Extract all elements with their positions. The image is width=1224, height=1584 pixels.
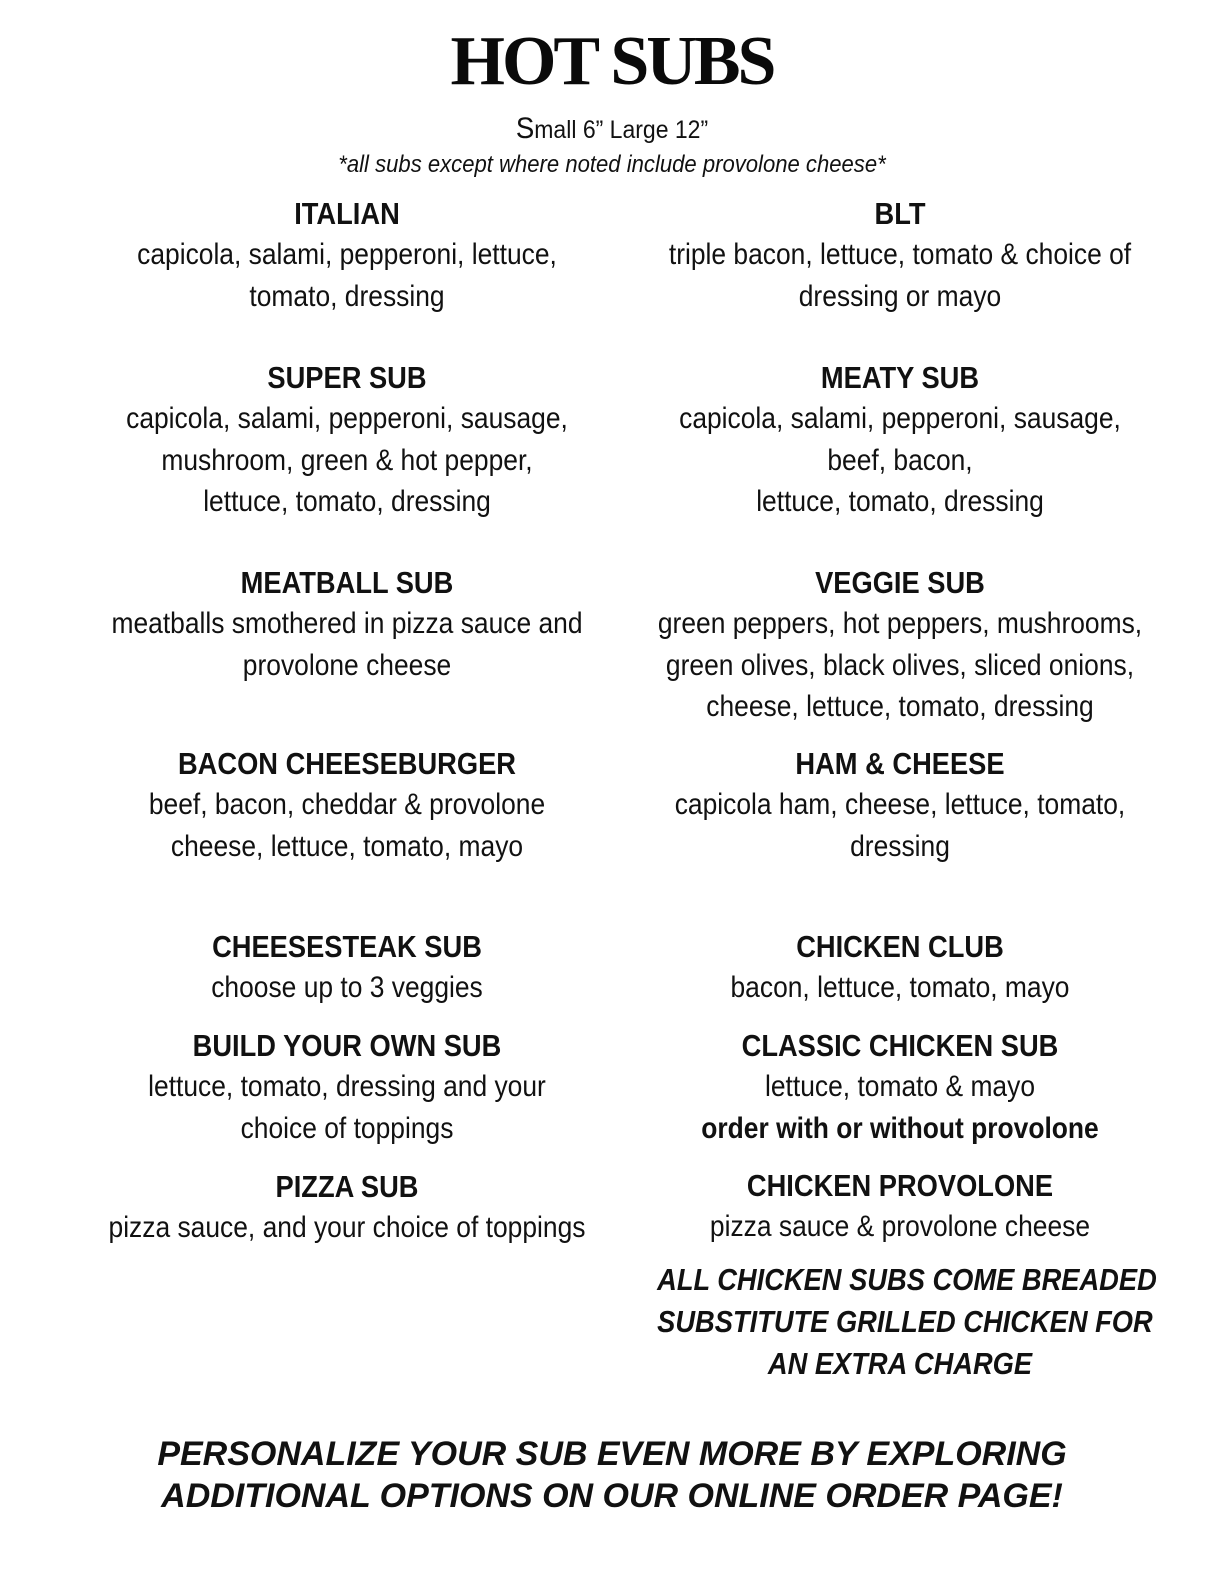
desc-line: pizza sauce, and your choice of toppings xyxy=(108,1211,586,1244)
menu-item-chicken-provolone xyxy=(624,1165,1176,1248)
desc-line: beef, bacon, xyxy=(827,443,973,477)
desc-line: green olives, black olives, sliced onions, xyxy=(665,648,1135,682)
desc-line: dressing xyxy=(850,829,950,863)
page-title: HOT SUBS xyxy=(450,23,774,100)
menu-item-pizza-sub xyxy=(70,1166,624,1249)
item-name: ITALIAN xyxy=(294,196,400,231)
desc-line: choose up to 3 veggies xyxy=(211,971,483,1004)
item-description xyxy=(103,784,591,867)
menu-item-classic-chicken-sub xyxy=(624,1025,1176,1149)
item-name: BUILD YOUR OWN SUB xyxy=(192,1028,502,1063)
desc-line: tomato, dressing xyxy=(249,279,445,313)
item-description xyxy=(657,1066,1143,1108)
item-name: SUPER SUB xyxy=(267,360,427,395)
item-description xyxy=(103,398,591,523)
item-name: MEATY SUB xyxy=(820,360,980,395)
desc-line: green peppers, hot peppers, mushrooms, xyxy=(657,607,1143,640)
desc-line: cheese, lettuce, tomato, dressing xyxy=(706,690,1094,723)
menu-item-blt xyxy=(624,193,1176,317)
size-options xyxy=(49,113,1175,146)
menu-item-build-your-own-sub xyxy=(70,1025,624,1149)
item-name: CHICKEN CLUB xyxy=(796,929,1004,964)
item-description xyxy=(657,398,1143,523)
menu-item-ham-and-cheese xyxy=(624,743,1176,867)
desc-line: cheese, lettuce, tomato, mayo xyxy=(170,829,524,863)
desc-line: capicola, salami, pepperoni, sausage, xyxy=(679,402,1121,435)
desc-line: dressing or mayo xyxy=(798,279,1002,313)
desc-line: choice of toppings xyxy=(240,1111,454,1145)
size-options-text: mall 6” Large 12” xyxy=(534,116,709,144)
desc-line: beef, bacon, cheddar & provolone xyxy=(148,788,546,821)
desc-line: lettuce, tomato, dressing and your xyxy=(148,1070,546,1103)
item-name: BLT xyxy=(874,196,926,231)
size-options-initial: S xyxy=(515,112,535,145)
note-line: ALL CHICKEN SUBS COME BREADED xyxy=(657,1262,1157,1297)
item-name: VEGGIE SUB xyxy=(815,565,985,600)
item-description xyxy=(103,1207,591,1249)
desc-line: lettuce, tomato, dressing xyxy=(756,485,1044,518)
item-name: MEATBALL SUB xyxy=(240,565,454,600)
desc-line: lettuce, tomato, dressing xyxy=(203,485,491,518)
note-line: AN EXTRA CHARGE xyxy=(767,1346,1033,1381)
item-description xyxy=(103,1066,591,1149)
item-name: CHEESESTEAK SUB xyxy=(212,929,482,964)
menu-item-super-sub xyxy=(70,357,624,523)
desc-line: provolone cheese xyxy=(242,648,452,682)
chicken-subs-note xyxy=(657,1259,1157,1385)
note-line: SUBSTITUTE GRILLED CHICKEN FOR xyxy=(657,1304,1153,1339)
desc-line: lettuce, tomato & mayo xyxy=(765,1070,1035,1103)
item-description xyxy=(657,967,1143,1009)
item-description xyxy=(103,967,591,1009)
menu-item-meaty-sub xyxy=(624,357,1176,523)
item-name: HAM & CHEESE xyxy=(795,746,1005,781)
desc-line: capicola ham, cheese, lettuce, tomato, xyxy=(674,788,1126,821)
item-description xyxy=(103,603,591,686)
menu-item-meatball-sub xyxy=(70,562,624,686)
footer-line: PERSONALIZE YOUR SUB EVEN MORE BY EXPLORING xyxy=(157,1435,1067,1473)
menu-item-bacon-cheeseburger xyxy=(70,743,624,867)
item-description xyxy=(103,234,591,317)
menu-item-chicken-club xyxy=(624,926,1176,1009)
desc-line: capicola, salami, pepperoni, lettuce, xyxy=(137,238,557,271)
menu-item-veggie-sub xyxy=(624,562,1176,728)
desc-line: capicola, salami, pepperoni, sausage, xyxy=(126,402,568,435)
menu-item-cheesesteak-sub xyxy=(70,926,624,1009)
personalize-footer xyxy=(0,1433,1224,1517)
item-name: CHICKEN PROVOLONE xyxy=(746,1168,1054,1203)
provolone-option-note: order with or without provolone xyxy=(701,1111,1099,1145)
desc-line: meatballs smothered in pizza sauce and xyxy=(111,607,583,640)
footer-line: ADDITIONAL OPTIONS ON OUR ONLINE ORDER PAGE! xyxy=(161,1477,1063,1515)
desc-line: bacon, lettuce, tomato, mayo xyxy=(730,971,1070,1004)
item-description xyxy=(657,1206,1143,1248)
item-name: BACON CHEESEBURGER xyxy=(177,746,517,781)
desc-line: triple bacon, lettuce, tomato & choice of xyxy=(668,238,1132,271)
item-name: PIZZA SUB xyxy=(275,1169,419,1204)
item-description xyxy=(657,234,1143,317)
cheese-note: *all subs except where noted include provolone cheese* xyxy=(338,151,886,178)
item-name: CLASSIC CHICKEN SUB xyxy=(741,1028,1059,1063)
desc-line: mushroom, green & hot pepper, xyxy=(161,443,533,477)
item-description xyxy=(657,603,1143,728)
menu-item-italian xyxy=(70,193,624,317)
desc-line: pizza sauce & provolone cheese xyxy=(709,1210,1091,1243)
item-description xyxy=(657,784,1143,867)
